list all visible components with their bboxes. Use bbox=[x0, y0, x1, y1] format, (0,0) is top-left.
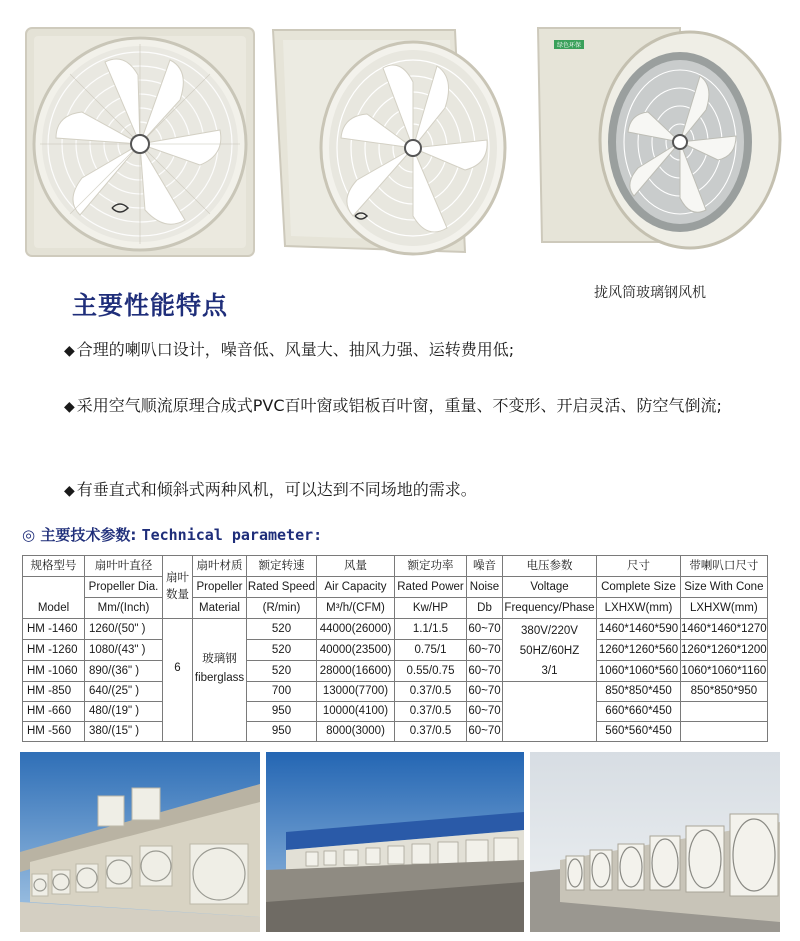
cell-dia: 640/(25" ) bbox=[85, 682, 163, 702]
header-air-cn: 风量 bbox=[317, 556, 395, 577]
cell-speed: 950 bbox=[247, 702, 317, 722]
cell-power: 0.37/0.5 bbox=[395, 702, 467, 722]
header-noise-cn: 噪音 bbox=[467, 556, 503, 577]
cell-cone: 850*850*950 bbox=[681, 682, 768, 702]
cell-power: 0.55/0.75 bbox=[395, 661, 467, 682]
header-qty: 扇叶数量 bbox=[163, 556, 193, 619]
header-voltage-en1: Voltage bbox=[503, 577, 597, 598]
cell-dia: 480/(19" ) bbox=[85, 702, 163, 722]
table-row bbox=[23, 640, 768, 661]
header-size-en1: Complete Size bbox=[597, 577, 681, 598]
spec-table bbox=[22, 555, 768, 742]
cell-air: 40000(23500) bbox=[317, 640, 395, 661]
cell-air: 8000(3000) bbox=[317, 722, 395, 742]
voltage-line: 50HZ/60HZ bbox=[519, 645, 580, 657]
tech-heading-en: Technical parameter: bbox=[141, 526, 323, 544]
diamond-bullet-icon: ◆ bbox=[64, 483, 75, 499]
tech-heading-cn: 主要技术参数: bbox=[40, 526, 137, 544]
voltage-line: 3/1 bbox=[541, 665, 558, 677]
header-power-en1: Rated Power bbox=[395, 577, 467, 598]
cell-dia: 1260/(50" ) bbox=[85, 619, 163, 640]
header-air-en1: Air Capacity bbox=[317, 577, 395, 598]
product-photo-cone-fan bbox=[530, 20, 790, 260]
header-noise-en1: Noise bbox=[467, 577, 503, 598]
cell-air: 44000(26000) bbox=[317, 619, 395, 640]
product-photo-angled-fan bbox=[265, 20, 510, 260]
cell-noise: 60~70 bbox=[467, 682, 503, 702]
header-noise-en2: Db bbox=[467, 598, 503, 619]
cell-dia: 1080/(43" ) bbox=[85, 640, 163, 661]
cell-blade-qty: 6 bbox=[163, 619, 193, 742]
cell-size: 850*850*450 bbox=[597, 682, 681, 702]
cell-speed: 520 bbox=[247, 640, 317, 661]
header-speed-cn: 额定转速 bbox=[247, 556, 317, 577]
header-speed-en2: (R/min) bbox=[247, 598, 317, 619]
tech-parameter-heading bbox=[22, 524, 322, 545]
installation-photo-roof-row bbox=[266, 752, 524, 932]
cell-power: 1.1/1.5 bbox=[395, 619, 467, 640]
header-row bbox=[23, 598, 768, 619]
cell-air: 28000(16600) bbox=[317, 661, 395, 682]
cell-size: 1460*1460*590 bbox=[597, 619, 681, 640]
cell-air: 10000(4100) bbox=[317, 702, 395, 722]
installation-photo-barn-wall bbox=[20, 752, 260, 932]
cell-size: 660*660*450 bbox=[597, 702, 681, 722]
cell-model: HM -1060 bbox=[23, 661, 85, 682]
header-size-en2: LXHXW(mm) bbox=[597, 598, 681, 619]
cell-noise: 60~70 bbox=[467, 619, 503, 640]
cell-voltage bbox=[503, 619, 597, 682]
diamond-bullet-icon: ◆ bbox=[64, 399, 75, 415]
table-row bbox=[23, 722, 768, 742]
cell-cone: 1060*1060*1160 bbox=[681, 661, 768, 682]
header-row bbox=[23, 556, 768, 577]
table-row bbox=[23, 682, 768, 702]
header-dia-cn: 扇叶叶直径 bbox=[85, 556, 163, 577]
cell-model: HM -1460 bbox=[23, 619, 85, 640]
material-en: fiberglass bbox=[194, 672, 245, 684]
cell-power: 0.37/0.5 bbox=[395, 722, 467, 742]
header-voltage-en2: Frequency/Phase bbox=[503, 598, 597, 619]
header-power-cn: 额定功率 bbox=[395, 556, 467, 577]
header-material-en1: Propeller bbox=[193, 577, 247, 598]
feature-text: 采用空气顺流原理合成式PVC百叶窗或铝板百叶窗，重量、不变形、开启灵活、防空气倒流; bbox=[76, 396, 722, 415]
product-photo-square-fan bbox=[20, 20, 260, 260]
cell-noise: 60~70 bbox=[467, 702, 503, 722]
diamond-bullet-icon: ◆ bbox=[64, 343, 75, 359]
cell-speed: 700 bbox=[247, 682, 317, 702]
cell-cone bbox=[681, 702, 768, 722]
installation-photo-building-side bbox=[530, 752, 780, 932]
header-row bbox=[23, 577, 768, 598]
cell-power: 0.75/1 bbox=[395, 640, 467, 661]
cell-air: 13000(7700) bbox=[317, 682, 395, 702]
cell-model: HM -1260 bbox=[23, 640, 85, 661]
cell-noise: 60~70 bbox=[467, 661, 503, 682]
header-air-en2: M³/h/(CFM) bbox=[317, 598, 395, 619]
header-dia-en1: Propeller Dia. bbox=[85, 577, 163, 598]
header-cone-en2: LXHXW(mm) bbox=[681, 598, 768, 619]
header-voltage-cn: 电压参数 bbox=[503, 556, 597, 577]
feature-item bbox=[64, 392, 754, 421]
table-row bbox=[23, 661, 768, 682]
voltage-line: 380V/220V bbox=[521, 625, 578, 637]
cell-cone bbox=[681, 722, 768, 742]
cell-size: 1060*1060*560 bbox=[597, 661, 681, 682]
fan-label: 绿色环保 bbox=[556, 42, 582, 49]
cell-size: 1260*1260*560 bbox=[597, 640, 681, 661]
cell-dia: 380/(15" ) bbox=[85, 722, 163, 742]
cell-dia: 890/(36" ) bbox=[85, 661, 163, 682]
header-cone-cn: 带喇叭口尺寸 bbox=[681, 556, 768, 577]
header-material-en2: Material bbox=[193, 598, 247, 619]
header-model-cn: 规格型号 bbox=[23, 556, 85, 577]
cell-voltage-empty bbox=[503, 682, 597, 742]
feature-item bbox=[64, 476, 754, 505]
header-power-en2: Kw/HP bbox=[395, 598, 467, 619]
header-speed-en1: Rated Speed bbox=[247, 577, 317, 598]
table-row bbox=[23, 702, 768, 722]
circle-bullet-icon: ◎ bbox=[22, 526, 36, 544]
cell-noise: 60~70 bbox=[467, 640, 503, 661]
cell-speed: 950 bbox=[247, 722, 317, 742]
cell-model: HM -660 bbox=[23, 702, 85, 722]
cell-noise: 60~70 bbox=[467, 722, 503, 742]
header-model-en: Model bbox=[23, 577, 85, 619]
header-cone-en1: Size With Cone bbox=[681, 577, 768, 598]
features-title: 主要性能特点 bbox=[72, 291, 229, 320]
cell-size: 560*560*450 bbox=[597, 722, 681, 742]
feature-text: 有垂直式和倾斜式两种风机，可以达到不同场地的需求。 bbox=[76, 480, 477, 499]
header-size-cn: 尺寸 bbox=[597, 556, 681, 577]
cell-material bbox=[193, 619, 247, 742]
feature-item bbox=[64, 336, 754, 365]
cell-power: 0.37/0.5 bbox=[395, 682, 467, 702]
cell-model: HM -850 bbox=[23, 682, 85, 702]
cell-cone: 1460*1460*1270 bbox=[681, 619, 768, 640]
cell-model: HM -560 bbox=[23, 722, 85, 742]
feature-text: 合理的喇叭口设计，噪音低、风量大、抽风力强、运转费用低; bbox=[76, 340, 515, 359]
header-material-cn: 扇叶材质 bbox=[193, 556, 247, 577]
product-caption: 拢风筒玻璃钢风机 bbox=[594, 285, 706, 301]
cell-cone: 1260*1260*1200 bbox=[681, 640, 768, 661]
cell-speed: 520 bbox=[247, 661, 317, 682]
table-row bbox=[23, 619, 768, 640]
header-dia-en2: Mm/(Inch) bbox=[85, 598, 163, 619]
material-cn: 玻璃钢 bbox=[202, 653, 237, 665]
cell-speed: 520 bbox=[247, 619, 317, 640]
